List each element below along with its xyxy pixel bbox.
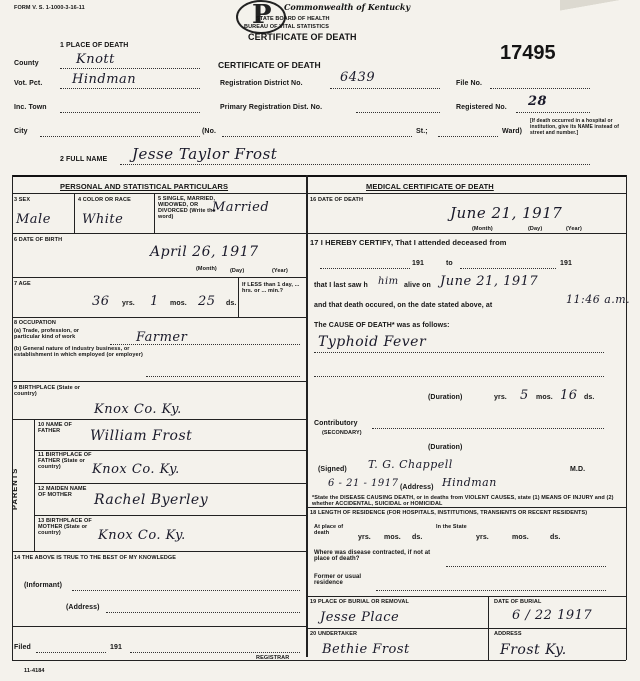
city-label: City (14, 128, 28, 135)
reg-district-label: Registration District No. (220, 80, 303, 87)
dod-year-label: (Year) (566, 226, 582, 232)
mother-birthplace-value: Knox Co. Ky. (98, 528, 186, 543)
age-label: 7 AGE (14, 281, 31, 287)
res-mos-label: mos. (384, 534, 401, 541)
registered-no-value: 28 (528, 94, 548, 109)
reg-district-value: 6439 (340, 70, 376, 85)
signed-label: (Signed) (318, 466, 347, 473)
undertaker-label: 20 UNDERTAKER (310, 631, 358, 637)
birthplace-value: Knox Co. Ky. (94, 402, 182, 417)
dob-month-label: (Month) (196, 266, 217, 272)
last-saw-label: that I last saw h (314, 282, 368, 289)
registrar-label: REGISTRAR (256, 655, 290, 661)
occupation-a-label: (a) Trade, profession, or particular kind of work (14, 328, 80, 340)
father-birthplace-label: 11 BIRTHPLACE OF FATHER (State or country) (38, 452, 92, 470)
burial-place-value: Jesse Place (320, 610, 400, 625)
hospital-note: [If death occurred in a hospital or institution, give its NAME instead of street and number.] (530, 118, 619, 136)
certify-year-2: 191 (560, 260, 572, 267)
vot-pct-label: Vot. Pct. (14, 80, 43, 87)
medical-section-title: MEDICAL CERTIFICATE OF DEATH (366, 182, 494, 191)
dob-year-label: (Year) (272, 268, 288, 274)
city-ward-label: Ward) (502, 128, 523, 135)
board-heading: STATE BOARD OF HEALTH (256, 16, 330, 22)
filed-year: 191 (110, 644, 122, 651)
full-name-label: 2 FULL NAME (60, 156, 108, 163)
occupation-value: Farmer (136, 330, 188, 345)
state-seal-icon: P (236, 0, 286, 34)
informant-title: 14 THE ABOVE IS TRUE TO THE BEST OF MY KNOWLEDGE (14, 555, 177, 561)
bureau-heading: BUREAU OF VITAL STATISTICS (244, 24, 329, 30)
age-ds-label: ds. (226, 300, 237, 307)
certify-to-label: to (446, 260, 453, 267)
commonwealth-heading: Commonwealth of Kentucky (284, 2, 411, 12)
primary-reg-label: Primary Registration Dist. No. (220, 104, 323, 111)
dod-day-label: (Day) (528, 226, 543, 232)
secondary-label: (SECONDARY) (322, 430, 362, 436)
informant-address-label: (Address) (66, 604, 100, 611)
burial-date-value: 6 / 22 1917 (512, 608, 593, 623)
occupation-b-label: (b) General nature of industry business, or establishment in which employed (or employer) (14, 346, 143, 358)
undertaker-value: Bethie Frost (322, 642, 410, 657)
md-label: M.D. (570, 466, 586, 473)
certificate-title: CERTIFICATE OF DEATH (248, 32, 357, 42)
county-value: Knott (76, 52, 115, 67)
date-of-death-value: June 21, 1917 (450, 204, 563, 222)
duration-mos-value: 5 (520, 388, 529, 403)
dob-day-label: (Day) (230, 268, 245, 274)
contributory-duration-label: (Duration) (428, 444, 463, 451)
informant-label: (Informant) (24, 582, 63, 589)
city-no-label: (No. (202, 128, 217, 135)
duration-mos-label: mos. (536, 394, 553, 401)
registered-no-label: Registered No. (456, 104, 507, 111)
residence-label: 18 LENGTH OF RESIDENCE (FOR HOSPITALS, INSTITUTIONS, TRANSIENTS OR RECENT RESIDENTS) (310, 510, 588, 516)
in-state-label: In the State (436, 524, 467, 530)
vot-pct-value: Hindman (72, 72, 137, 87)
alive-on-label: alive on (404, 282, 431, 289)
sex-label: 3 SEX (14, 197, 31, 203)
parents-label: PARENTS (10, 467, 19, 510)
res-yrs-label: yrs. (358, 534, 371, 541)
mother-name-label: 12 MAIDEN NAME OF MOTHER (38, 486, 87, 498)
death-time-value: 11:46 a.m. (566, 293, 631, 306)
undertaker-address-value: Frost Ky. (500, 642, 567, 658)
certificate-number: 17495 (500, 42, 556, 64)
color-label: 4 COLOR OR RACE (78, 197, 131, 203)
birthplace-label: 9 BIRTHPLACE (State or country) (14, 385, 81, 397)
mother-name-value: Rachel Byerley (94, 492, 209, 508)
res2-yrs-label: yrs. (476, 534, 489, 541)
father-name-label: 10 NAME OF FATHER (38, 422, 73, 434)
duration-ds-label: ds. (584, 394, 595, 401)
date-of-death-label: 16 DATE OF DEATH (310, 197, 364, 203)
certificate-subtitle: CERTIFICATE OF DEATH (218, 60, 321, 70)
at-place-label: At place of death (314, 524, 344, 536)
marital-label: 5 SINGLE, MARRIED, WIDOWED, OR DIVORCED (Write the word) (158, 196, 216, 220)
father-birthplace-value: Knox Co. Ky. (92, 462, 180, 477)
cause-value: Typhoid Fever (318, 334, 427, 350)
personal-section-title: PERSONAL AND STATISTICAL PARTICULARS (60, 182, 229, 191)
torn-corner (560, 0, 640, 12)
dod-month-label: (Month) (472, 226, 493, 232)
sig-address-value: Hindman (442, 476, 497, 489)
mother-birthplace-label: 13 BIRTHPLACE OF MOTHER (State or country) (38, 518, 92, 536)
signature-date: 6 - 21 - 1917 (328, 478, 399, 489)
last-saw-pronoun: him (378, 276, 399, 287)
father-name-value: William Frost (90, 428, 193, 444)
former-residence-label: Former or usual residence (314, 574, 362, 586)
full-name-value: Jesse Taylor Frost (132, 145, 278, 163)
cause-footnote: *State the DISEASE CAUSING DEATH, or in deaths from VIOLENT CAUSES, state (1) MEANS OF INJURY and (2) whether ACCIDENTAL, SUICIDAL or HOMICIDAL (312, 495, 614, 507)
certify-year-1: 191 (412, 260, 424, 267)
contributory-label: Contributory (314, 420, 358, 427)
file-no-label: File No. (456, 80, 483, 87)
contracted-label: Where was disease contracted, if not at place of death? (314, 550, 431, 562)
age-mos-value: 1 (150, 294, 159, 309)
age-mos-label: mos. (170, 300, 187, 307)
age-yrs-label: yrs. (122, 300, 135, 307)
place-of-death-label: 1 PLACE OF DEATH (60, 42, 129, 49)
duration-label: (Duration) (428, 394, 463, 401)
county-label: County (14, 60, 39, 67)
duration-ds-value: 16 (560, 388, 578, 403)
undertaker-address-label: ADDRESS (494, 631, 522, 637)
last-saw-value: June 21, 1917 (440, 274, 539, 289)
certify-label: 17 I HEREBY CERTIFY, That I attended deceased from (310, 238, 507, 247)
filed-label: Filed (14, 644, 31, 651)
dob-label: 6 DATE OF BIRTH (14, 237, 63, 243)
age-ds-value: 25 (198, 294, 216, 309)
footer-code: 11-4184 (24, 668, 45, 674)
age-yrs-value: 36 (92, 294, 110, 309)
marital-value: Married (212, 200, 270, 215)
burial-date-label: DATE OF BURIAL (494, 599, 542, 605)
city-st-label: St.; (416, 128, 428, 135)
death-occurred-label: and that death occured, on the date stated above, at (314, 302, 493, 309)
duration-yrs-label: yrs. (494, 394, 507, 401)
signed-value: T. G. Chappell (368, 458, 453, 471)
res2-mos-label: mos. (512, 534, 529, 541)
inc-town-label: Inc. Town (14, 104, 47, 111)
occupation-label: 8 OCCUPATION (14, 320, 56, 326)
form-number: FORM V. S. 1-1000-3-16-11 (14, 5, 85, 11)
res-ds-label: ds. (412, 534, 423, 541)
res2-ds-label: ds. (550, 534, 561, 541)
cause-label: The CAUSE OF DEATH* was as follows: (314, 322, 450, 329)
sig-address-label: (Address) (400, 484, 434, 491)
burial-place-label: 19 PLACE OF BURIAL OR REMOVAL (310, 599, 409, 605)
color-value: White (82, 212, 124, 227)
dob-value: April 26, 1917 (150, 244, 259, 260)
less-than-label: If LESS than 1 day, ... hrs. or ... min.? (242, 282, 300, 294)
sex-value: Male (16, 212, 51, 227)
